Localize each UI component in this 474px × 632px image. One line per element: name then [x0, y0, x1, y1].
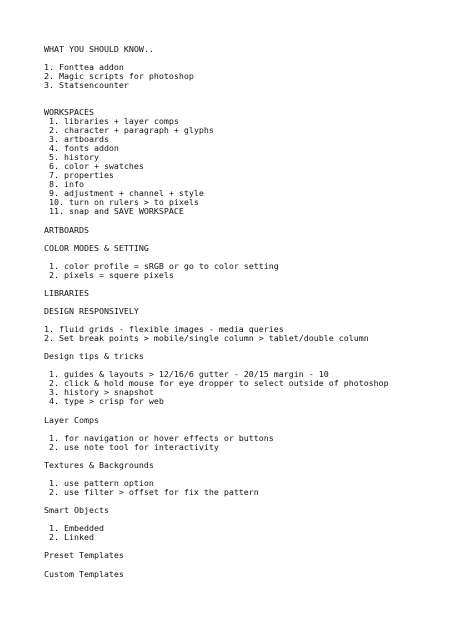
list-item: 1. use pattern option: [44, 478, 154, 488]
section-heading-color-modes: COLOR MODES & SETTING: [44, 243, 149, 253]
list-item: 3. history > snapshot: [44, 387, 154, 397]
section-heading-design-tips: Design tips & tricks: [44, 351, 144, 361]
list-item: 1. guides & layouts > 12/16/6 gutter - 20/15 margin - 10: [44, 369, 329, 379]
list-item: 2. use filter > offset for fix the pattern: [44, 487, 259, 497]
section-heading-libraries: LIBRARIES: [44, 288, 89, 298]
list-item: 2. Magic scripts for photoshop: [44, 71, 194, 81]
list-item: 4. type > crisp for web: [44, 396, 164, 406]
list-item: 3. Statsencounter: [44, 80, 129, 90]
section-heading-textures: Textures & Backgrounds: [44, 460, 154, 470]
list-item: 1. fluid grids - flexible images - media queries: [44, 324, 284, 334]
section-heading-preset-templates: Preset Templates: [44, 550, 124, 560]
section-heading-workspaces: WORKSPACES: [44, 107, 94, 117]
section-heading-design-responsively: DESIGN RESPONSIVELY: [44, 306, 139, 316]
section-heading-layer-comps: Layer Comps: [44, 415, 99, 425]
list-item: 2. pixels = squere pixels: [44, 270, 174, 280]
list-item: 2. character + paragraph + glyphs: [44, 125, 214, 135]
list-item: 1. libraries + layer comps: [44, 116, 179, 126]
list-item: 2. Set break points > mobile/single column > tablet/double column: [44, 333, 369, 343]
list-item: 4. fonts addon: [44, 143, 119, 153]
list-item: 5. history: [44, 152, 99, 162]
list-item: 1. for navigation or hover effects or buttons: [44, 433, 274, 443]
section-heading-intro: WHAT YOU SHOULD KNOW..: [44, 44, 154, 54]
section-heading-smart-objects: Smart Objects: [44, 505, 109, 515]
list-item: 2. Linked: [44, 532, 94, 542]
section-heading-artboards: ARTBOARDS: [44, 225, 89, 235]
list-item: 1. color profile = sRGB or go to color setting: [44, 261, 279, 271]
section-heading-custom-templates: Custom Templates: [44, 569, 124, 579]
list-item: 6. color + swatches: [44, 161, 144, 171]
list-item: 1. Fonttea addon: [44, 62, 124, 72]
list-item: 3. artboards: [44, 134, 109, 144]
list-item: 2. use note tool for interactivity: [44, 442, 219, 452]
list-item: 1. Embedded: [44, 523, 104, 533]
list-item: 7. properties: [44, 170, 114, 180]
list-item: 9. adjustment + channel + style: [44, 188, 204, 198]
list-item: 10. turn on rulers > to pixels: [44, 197, 199, 207]
list-item: 2. click & hold mouse for eye dropper to select outside of photoshop: [44, 378, 389, 388]
list-item: 8. info: [44, 179, 84, 189]
list-item: 11. snap and SAVE WORKSPACE: [44, 206, 184, 216]
